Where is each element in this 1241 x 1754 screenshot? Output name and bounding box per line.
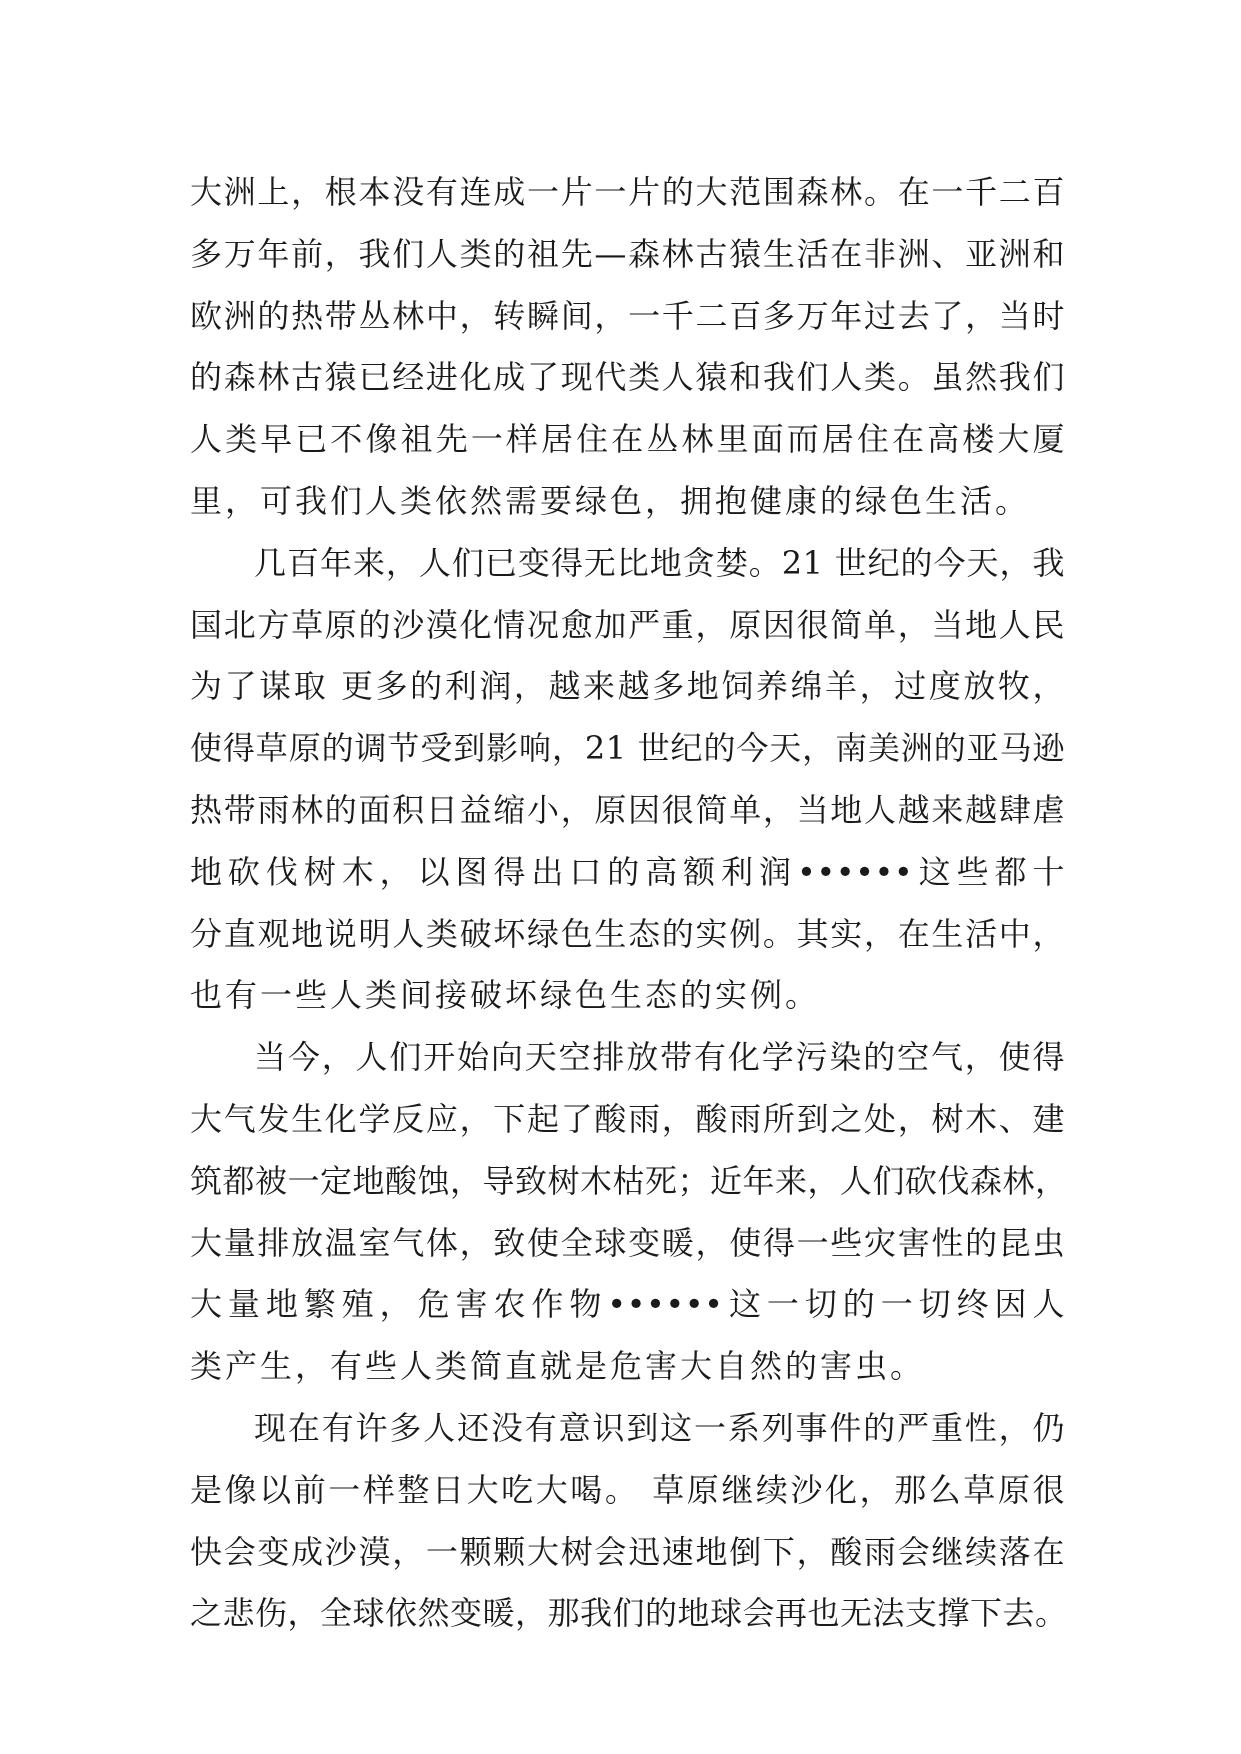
document-body	[190, 162, 1068, 1645]
text-line: 大量地繁殖，危害农作物••••••这一切的一切终因人	[190, 1285, 1065, 1324]
text-line: 的森林古猿已经进化成了现代类人猿和我们人类。虽然我们	[190, 358, 1065, 397]
text-line: 大量排放温室气体，致使全球变暖，使得一些灾害性的昆虫	[190, 1223, 1065, 1262]
paragraph-4	[190, 1398, 1068, 1645]
text-line: 地砍伐树木，以图得出口的高额利润••••••这些都十	[190, 852, 1065, 891]
text-line: 类产生，有些人类简直就是危害大自然的害虫。	[190, 1347, 926, 1386]
text-line: 现在有许多人还没有意识到这一系列事件的严重性，仍	[254, 1408, 1065, 1447]
text-line: 为了谋取 更多的利润，越来越多地饲养绵羊，过度放牧，	[190, 667, 1065, 706]
text-line: 人类早已不像祖先一样居住在丛林里面而居住在高楼大厦	[190, 420, 1065, 459]
text-line: 热带雨林的面积日益缩小，原因很简单，当地人越来越肆虐	[190, 790, 1065, 829]
text-line: 里，可我们人类依然需要绿色，拥抱健康的绿色生活。	[190, 481, 1031, 520]
text-line: 分直观地说明人类破坏绿色生态的实例。其实，在生活中，	[190, 914, 1065, 953]
text-line: 使得草原的调节受到影响，21 世纪的今天，南美洲的亚马逊	[190, 729, 1065, 768]
paragraph-3	[190, 1027, 1068, 1398]
text-line: 筑都被一定地酸蚀，导致树木枯死；近年来，人们砍伐森林，	[190, 1161, 1068, 1200]
text-line: 欧洲的热带丛林中，转瞬间，一千二百多万年过去了，当时	[190, 296, 1065, 335]
paragraph-2	[190, 533, 1065, 1027]
text-line: 也有一些人类间接破坏绿色生态的实例。	[190, 976, 821, 1015]
text-line: 之悲伤，全球依然变暖，那我们的地球会再也无法支撑下去。	[190, 1594, 1068, 1633]
text-line: 国北方草原的沙漠化情况愈加严重，原因很简单，当地人民	[190, 605, 1065, 644]
text-line: 是像以前一样整日大吃大喝。 草原继续沙化，那么草原很	[190, 1470, 1065, 1509]
text-line: 当今，人们开始向天空排放带有化学污染的空气，使得	[254, 1038, 1065, 1077]
text-line: 几百年来，人们已变得无比地贪婪。21 世纪的今天，我	[254, 543, 1065, 582]
text-line: 多万年前，我们人类的祖先—森林古猿生活在非洲、亚洲和	[190, 234, 1065, 273]
text-line: 快会变成沙漠，一颗颗大树会迅速地倒下，酸雨会继续落在	[190, 1532, 1065, 1571]
paragraph-1	[190, 162, 1065, 533]
text-line: 大气发生化学反应，下起了酸雨，酸雨所到之处，树木、建	[190, 1099, 1065, 1138]
text-line: 大洲上，根本没有连成一片一片的大范围森林。在一千二百	[190, 173, 1065, 211]
